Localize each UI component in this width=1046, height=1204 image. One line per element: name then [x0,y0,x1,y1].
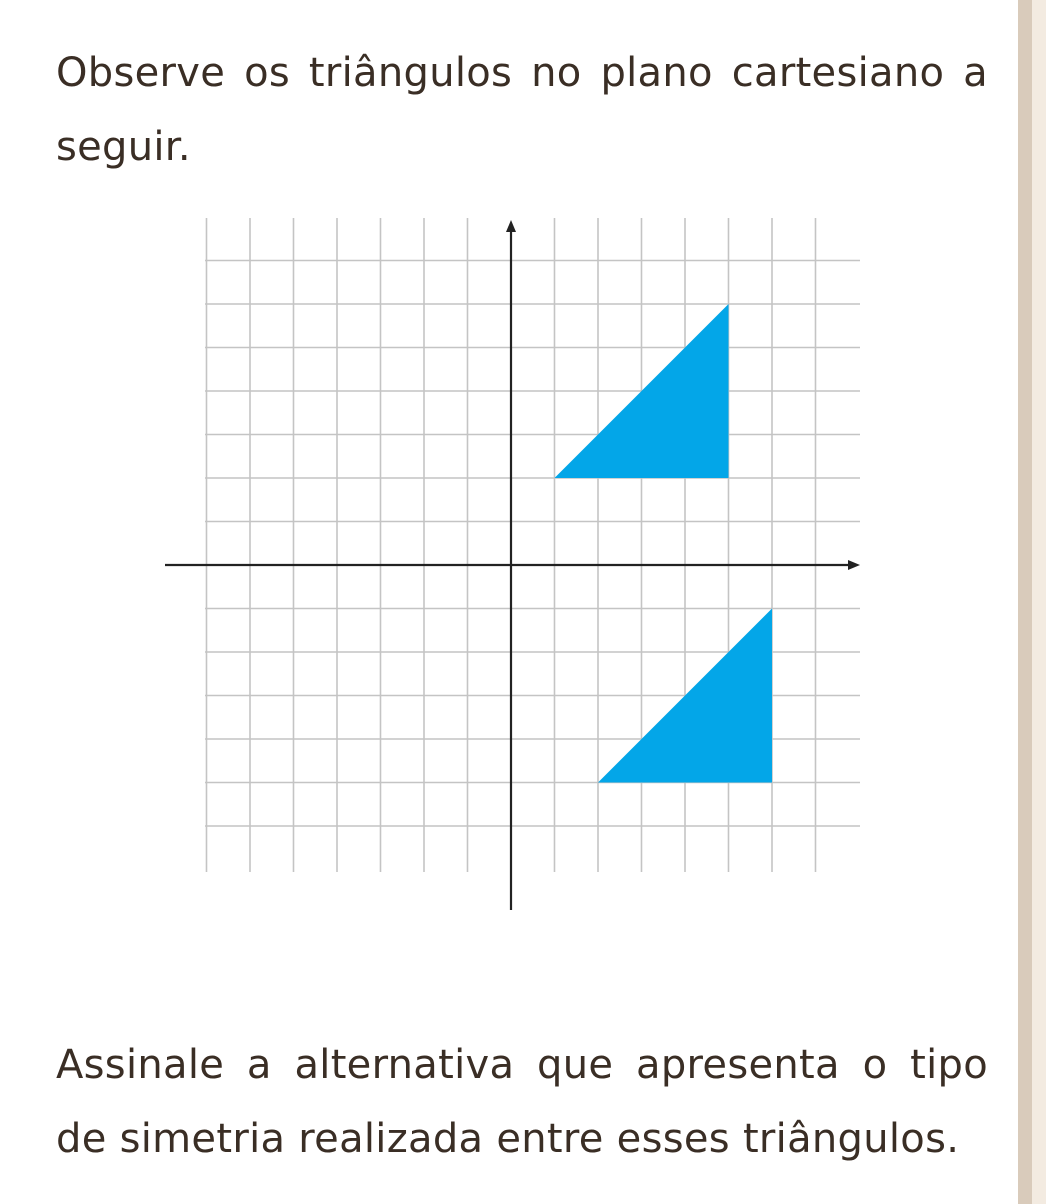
question-prompt-text: Assinale a alternativa que apresenta o tipo de simetria realizada entre esses triângulos. [56,1042,988,1162]
axes [165,220,860,910]
triangles [555,304,773,783]
scrollbar[interactable] [1018,0,1046,1204]
scrollbar-thumb[interactable] [1018,0,1032,1204]
cartesian-plane-figure [160,210,865,915]
question-intro-text: Observe os triângulos no plano cartesiano a seguir. [56,50,988,170]
x-axis-arrow-icon [848,560,860,570]
y-axis-arrow-icon [506,220,516,232]
